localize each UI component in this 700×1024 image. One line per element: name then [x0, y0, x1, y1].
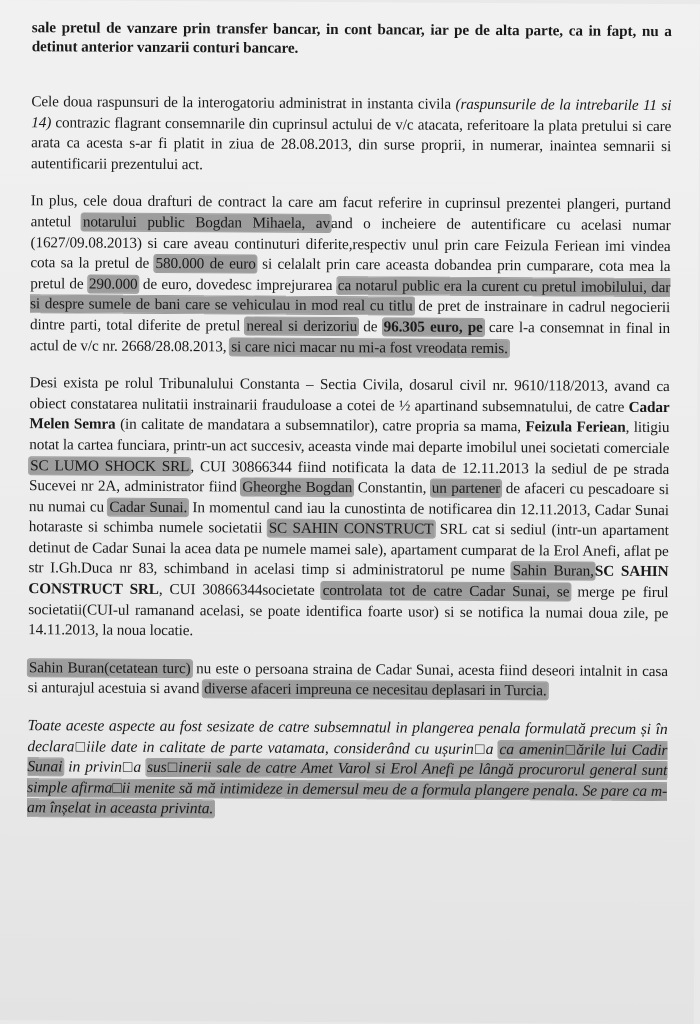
highlighted-text: notarului public Bogdan Mihaela, av — [82, 213, 331, 232]
highlighted-text: un partener — [431, 479, 501, 498]
text-segment: sale pretul de vanzare prin transfer bancar, in cont bancar, iar pe de alta parte, ca in fapt, nu a detinut anterior vanzarii conturi bancare. — [31, 19, 672, 57]
highlighted-text: ca amenin□ările lui Cadir Sunai — [27, 740, 668, 776]
text-segment: Toate aceste aspecte au fost sesizate de catre subsemnatul in plangerea penala formulată precum și în declara□iile date in calitate de parte vatamata, considerând cu ușurin□a — [27, 717, 668, 758]
highlighted-text: ca notarul public era la curent cu pretul imobilului, dar si despre sumele de bani care se vehiculau in mod real cu titlu — [30, 276, 671, 315]
text-segment: nu este o persoana straina de Cadar Sunai, acesta fiind deseori intalnit in casa si anturajul acestuia si avand — [27, 660, 668, 698]
text-segment: In momentul cand iau la cunostinta de notificarea din 12.11.2013, Cadar Sunai hotaraste si schimba numele societatii — [28, 498, 669, 537]
highlighted-text: 580.000 de euro — [155, 255, 256, 273]
text-segment: de pret de instrainare in cadrul negocierii dintre parti, total diferite de pretul — [29, 297, 671, 335]
text-segment: , CUI 30866344societate — [158, 581, 322, 600]
text-segment: merge pe firul societatii(CUI-ul ramanand acelasi, se poate identifica foarte usor) si se notifica la numai doua zile, pe 14.11.2013, la noua locatie. — [28, 583, 669, 640]
text-segment: , litigiu notat la cartea funciara, printr-un act succesiv, aceasta vinde mai departe imobilul unei societati comerciale — [29, 419, 670, 458]
highlighted-text: sus□inerii sale de catre Amet Varol si Erol Anefi pe lângă procurorul general sunt simple afirma□ii menite să mă intimideze in demersul meu de a formula plangere penala. Se pare ca m-am înșelat in aceasta privinta. — [27, 759, 668, 818]
text-segment: and o incheiere de autentificare cu acelasi numar (1627/09.08.2013) si care aveau continuturi diferite,respectiv unul prin care Feizula Feriean imi vindea cota sa la pretul de — [30, 214, 671, 273]
text-segment: Cadar Melen Semra — [29, 398, 670, 434]
paragraph-tribunal-case — [28, 373, 670, 645]
text-segment: SRL cat si sediul (intr-un apartament detinut de Cadar Sunai la acea data pe numele mamei sale), apartament cumparat de la Erol Anefi, aflat pe str I.Gh.Duca nr 83, schimband in acelasi timp si administratorul pe nume — [28, 520, 669, 580]
text-segment: care l-a consemnat in final in actul de v/c nr. 2668/28.08.2013, — [29, 318, 671, 355]
highlighted-text: 290.000 — [88, 275, 138, 293]
text-segment: (in calitate de mandatara a subsemnatilor), catre propria sa mama, — [115, 416, 526, 436]
paragraph-sahin-buran — [28, 658, 668, 703]
text-segment: de euro, dovedesc imprejurarea — [138, 275, 337, 294]
text-segment: Constantin, — [353, 479, 431, 497]
highlighted-text: Sahin Buran(cetatean turc) — [28, 659, 191, 678]
highlighted-text: 96.305 euro, pe — [383, 318, 483, 336]
highlighted-text: si care nici macar nu mi-a fost vreodata remis. — [231, 337, 508, 357]
text-segment: in privin□a — [63, 758, 147, 777]
text-segment: In plus, cele doua drafturi de contract la care am facut referire in cuprinsul prezentei plangeri, purtand antetul — [30, 192, 671, 231]
paragraph-interrogatory — [31, 92, 671, 178]
text-segment: SC SAHIN CONSTRUCT SRL — [28, 563, 669, 599]
highlighted-text: Cadar Sunai. — [109, 498, 188, 516]
text-segment: de — [358, 318, 383, 336]
paragraph-bank-transfer — [32, 18, 672, 60]
highlighted-text: SC SAHIN CONSTRUCT — [268, 519, 434, 538]
text-segment: de afaceri cu pescadoare si nu numai cu — [28, 480, 670, 516]
text-segment: Desi exista pe rolul Tribunalului Constanta – Sectia Civila, dosarul civil nr. 9610/118/2013, avand ca obiect constatarea nulitatii instrainarii frauduloase a cotei de ½ apartinand subsemnatului, de catre — [29, 374, 670, 416]
paragraph-contract-drafts — [30, 192, 671, 361]
text-segment: contrazic flagrant consemnarile din cuprinsul actului de v/c atacata, referitoare la plata pretului si care arata ca acesta s-ar fi platit in ziua de 28.08.2013, din surse proprii, in numerar, inaintea semnarii si autentificarii prezentului act. — [30, 113, 672, 174]
text-segment: si celalalt prin care aceasta dobandea prin cumparare, cota mea la pretul de — [30, 255, 671, 293]
text-segment: Feizula Feriean — [525, 418, 626, 437]
highlighted-text: SC LUMO SHOCK SRL — [30, 456, 190, 475]
paragraph-final-remarks — [27, 716, 668, 823]
highlighted-text: diverse afaceri impreuna ce necesitau deplasari in Turcia. — [204, 680, 547, 700]
highlighted-text: nereal si derizoriu — [246, 317, 358, 336]
highlighted-text: Sahin Buran, — [512, 562, 594, 581]
highlighted-text: Gheorghe Bogdan — [242, 478, 353, 497]
text-segment: (raspunsurile de la intrebarile 11 si 14) — [31, 95, 672, 131]
highlighted-text: controlata tot de catre Cadar Sunai, se — [322, 582, 570, 601]
text-segment: , CUI 30866344 fiind notificata la data de 12.11.2013 la sediul de pe strada Sucevei nr 2A, administrator fiind — [28, 457, 670, 496]
text-segment: Cele doua raspunsuri de la interogatoriu administrat in instanta civila — [31, 93, 456, 113]
